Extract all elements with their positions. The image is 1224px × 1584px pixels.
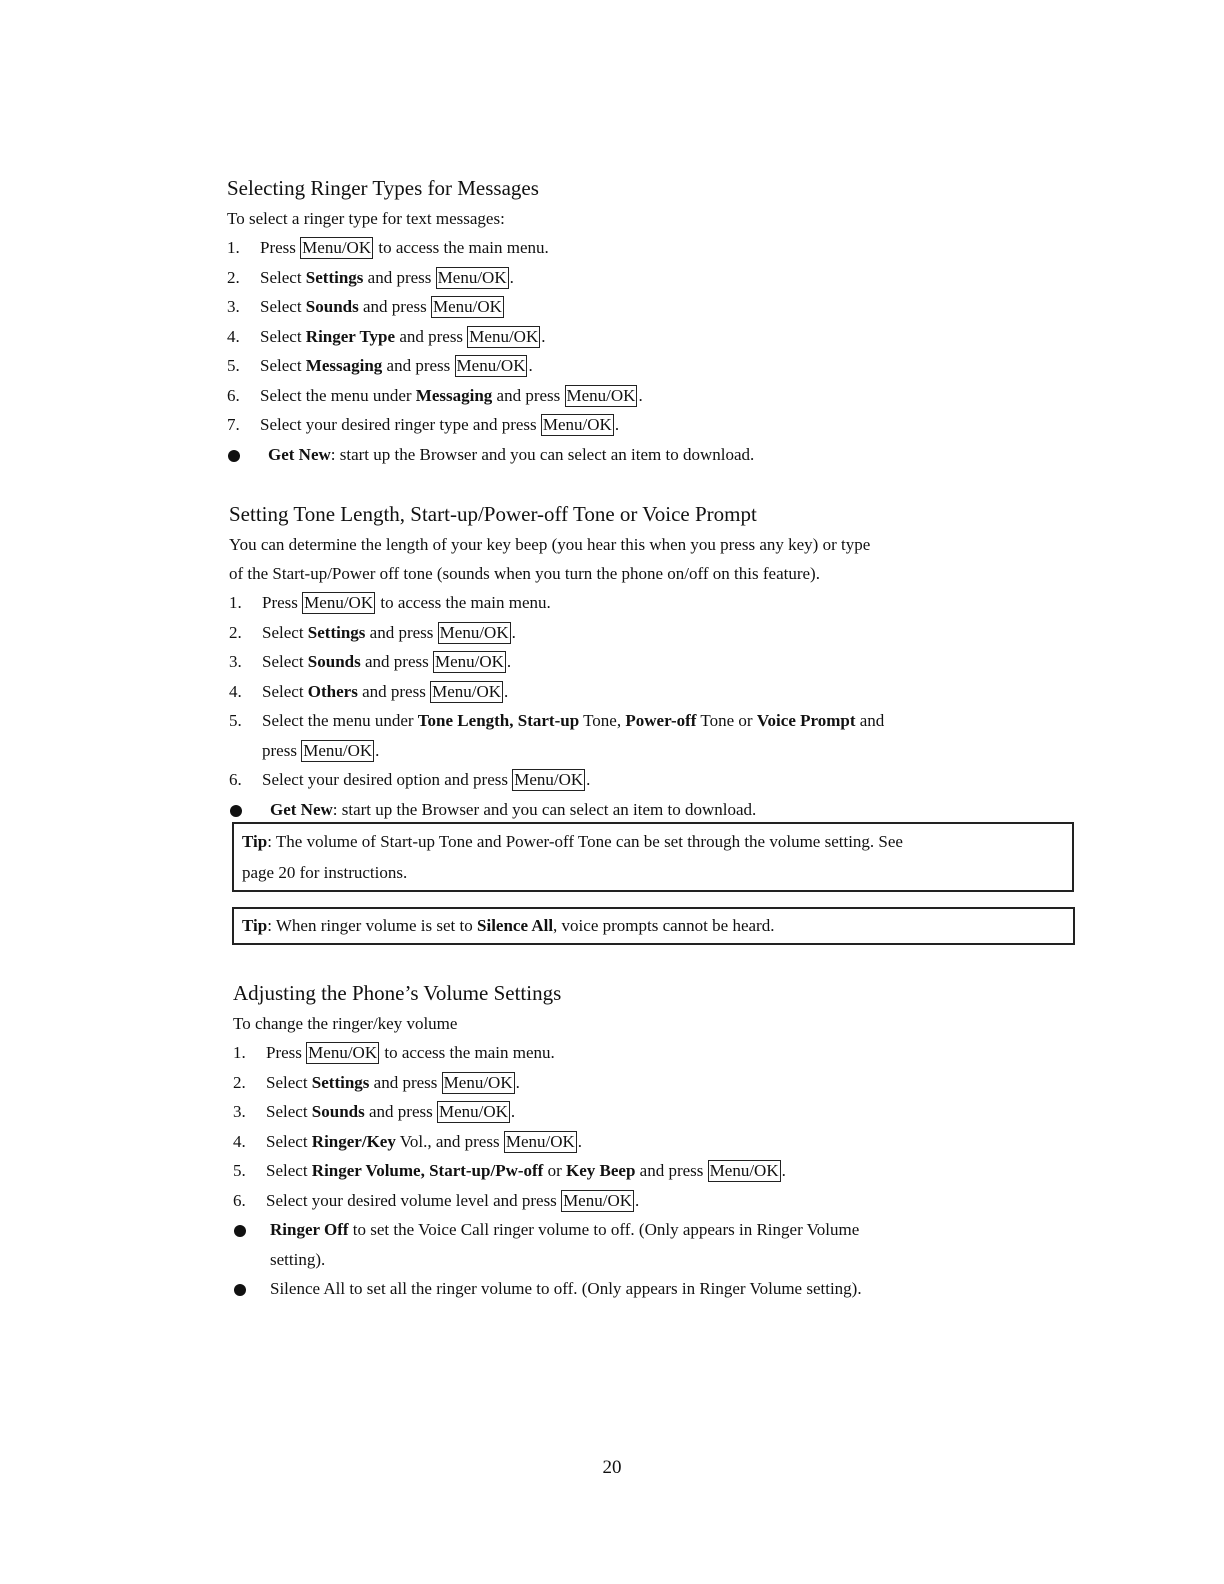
step-text: . xyxy=(511,622,516,642)
bullet-dot-icon xyxy=(230,805,242,817)
menu-item-name: Ringer/Key xyxy=(311,1131,396,1151)
menu-ok-key: Menu/OK xyxy=(563,1190,633,1210)
menu-ok-key: Menu/OK xyxy=(469,326,539,346)
step-text: and press xyxy=(382,356,455,375)
step-text: . xyxy=(510,1102,516,1121)
section-intro-line-2: of the Start-up/Power off tone (sounds when you turn the phone on/off on this feature). xyxy=(229,564,820,583)
step-number: 6. xyxy=(233,1190,246,1210)
bullet-text: to set all the ringer volume to off. (Only appears in Ringer Volume setting). xyxy=(345,1279,862,1298)
step-text: Press xyxy=(266,1043,307,1062)
section-title: Adjusting the Phone’s Volume Settings xyxy=(233,981,562,1005)
menu-item-name: Ringer Volume, Start-up/Pw-off xyxy=(311,1161,544,1180)
menu-item-name: Sounds xyxy=(307,652,361,671)
step-text: Vol., and press xyxy=(395,1131,504,1151)
step-number: 3. xyxy=(229,652,242,671)
step-text: Select xyxy=(260,356,306,375)
step-5 xyxy=(233,1156,1073,1186)
menu-ok-key: Menu/OK xyxy=(542,415,612,434)
step-text: and press xyxy=(358,297,431,316)
step-number: 3. xyxy=(233,1102,246,1121)
step-text: . xyxy=(528,356,533,375)
step-text: and press xyxy=(360,652,433,671)
menu-item-name: Others xyxy=(307,681,358,701)
step-number: 2. xyxy=(229,622,242,642)
step-text: Select xyxy=(266,1102,312,1121)
section-ringer-types-messages xyxy=(227,174,1087,469)
bullet-dot-icon xyxy=(228,450,240,462)
bullet-label: Silence All xyxy=(270,1279,346,1298)
step-text: Select the menu under xyxy=(260,385,416,405)
step-number: 2. xyxy=(227,267,240,287)
menu-ok-key: Menu/OK xyxy=(308,1043,378,1062)
menu-item-name: Ringer Type xyxy=(305,326,396,346)
step-number: 1. xyxy=(227,238,240,257)
step-text: Select xyxy=(260,326,306,346)
step-number: 1. xyxy=(233,1043,246,1062)
step-number: 4. xyxy=(229,681,242,701)
step-number: 6. xyxy=(229,770,242,789)
step-number: 7. xyxy=(227,415,240,434)
step-text: and press xyxy=(492,385,565,405)
tip-text: : When ringer volume is set to xyxy=(267,916,478,935)
steps-list xyxy=(233,1038,1073,1215)
bullet-dot-icon xyxy=(234,1225,246,1237)
menu-ok-key: Menu/OK xyxy=(304,593,374,612)
steps-list xyxy=(227,233,1087,440)
step-text: and press xyxy=(365,622,438,642)
menu-ok-key: Menu/OK xyxy=(432,297,502,316)
bullet-ringer-off xyxy=(233,1215,1073,1274)
step-1 xyxy=(227,233,1087,263)
tip-box-volume-setting xyxy=(232,822,1074,892)
bullet-list xyxy=(227,440,1087,470)
step-text: to access the main menu. xyxy=(380,1043,555,1062)
step-text: . xyxy=(541,326,546,346)
bullet-label: Get New xyxy=(268,444,331,464)
step-2 xyxy=(233,1068,1073,1098)
page-number: 20 xyxy=(602,1457,622,1478)
step-text: . xyxy=(586,770,591,789)
bullet-text: to set the Voice Call ringer volume to off. (Only appears in Ringer Volume xyxy=(348,1220,860,1239)
step-text: . xyxy=(375,740,380,760)
bullet-dot-icon xyxy=(234,1284,246,1296)
menu-ok-key: Menu/OK xyxy=(437,267,507,287)
step-3 xyxy=(229,647,1089,677)
step-text: to access the main menu. xyxy=(376,593,551,612)
menu-ok-key: Menu/OK xyxy=(434,652,504,671)
step-4 xyxy=(227,322,1087,352)
menu-ok-key: Menu/OK xyxy=(566,385,636,405)
step-text: and xyxy=(855,711,885,730)
step-text: Select xyxy=(262,622,308,642)
step-2 xyxy=(227,263,1087,293)
menu-item-name: Messaging xyxy=(415,385,493,405)
section-tone-length xyxy=(229,500,1089,824)
tip-text: , voice prompts cannot be heard. xyxy=(553,916,775,935)
section-title: Selecting Ringer Types for Messages xyxy=(227,176,539,200)
menu-item-name: Sounds xyxy=(305,297,359,316)
step-2 xyxy=(229,618,1089,648)
tip-label: Tip xyxy=(242,832,268,851)
bullet-list xyxy=(233,1215,1073,1304)
section-intro: To change the ringer/key volume xyxy=(233,1014,458,1033)
section-intro-line-1: You can determine the length of your key beep (you hear this when you press any key) or type xyxy=(229,535,871,554)
step-text: . xyxy=(509,267,514,287)
bullet-text: : start up the Browser and you can select an item to download. xyxy=(330,444,755,464)
step-text: Press xyxy=(262,593,303,612)
tip-text: page 20 for instructions. xyxy=(242,863,408,882)
step-3 xyxy=(227,292,1087,322)
step-text: . xyxy=(635,1190,640,1210)
step-text: . xyxy=(506,652,512,671)
menu-ok-key: Menu/OK xyxy=(302,238,372,257)
step-number: 1. xyxy=(229,593,242,612)
step-4 xyxy=(229,677,1089,707)
step-text: . xyxy=(577,1131,583,1151)
step-text: Select xyxy=(260,267,306,287)
step-number: 6. xyxy=(227,385,240,405)
step-text: or xyxy=(543,1161,567,1180)
step-number: 5. xyxy=(229,711,242,730)
step-text: Select your desired volume level and press xyxy=(266,1190,562,1210)
bullet-label: Get New xyxy=(270,799,333,819)
menu-item-name: Messaging xyxy=(305,356,383,375)
step-1 xyxy=(229,588,1089,618)
bullet-text: setting). xyxy=(270,1249,326,1269)
step-text: Select xyxy=(262,681,308,701)
step-text: . xyxy=(504,681,509,701)
menu-item-name: Settings xyxy=(307,622,366,642)
menu-item-name: Power-off xyxy=(625,711,697,730)
step-7 xyxy=(227,410,1087,440)
step-3 xyxy=(233,1097,1073,1127)
section-intro: To select a ringer type for text messages: xyxy=(227,209,505,228)
step-text: Select your desired option and press xyxy=(262,770,513,789)
step-text: . xyxy=(638,385,643,405)
step-text: Press xyxy=(260,238,301,257)
menu-ok-key: Menu/OK xyxy=(505,1131,575,1151)
step-text: Select xyxy=(266,1072,312,1092)
step-number: 5. xyxy=(233,1161,246,1180)
tip-text: : The volume of Start-up Tone and Power-off Tone can be set through the volume setting. See xyxy=(267,832,903,851)
menu-ok-key: Menu/OK xyxy=(709,1161,779,1180)
step-text: . xyxy=(781,1161,786,1180)
steps-list xyxy=(229,588,1089,795)
step-6 xyxy=(229,765,1089,795)
tip-label: Tip xyxy=(242,916,268,935)
step-text: Select xyxy=(262,652,308,671)
step-text: . xyxy=(614,415,620,434)
step-text: and press xyxy=(357,681,431,701)
step-4 xyxy=(233,1127,1073,1157)
step-number: 3. xyxy=(227,297,240,316)
step-text: Tone or xyxy=(696,711,757,730)
step-text: Select xyxy=(266,1161,312,1180)
step-text: Select xyxy=(266,1131,312,1151)
step-text: press xyxy=(262,740,302,760)
bullet-list xyxy=(229,795,1089,825)
step-text: and press xyxy=(364,1102,437,1121)
menu-item-name: Sounds xyxy=(311,1102,365,1121)
step-number: 4. xyxy=(233,1131,246,1151)
step-text: and press xyxy=(635,1161,708,1180)
menu-ok-key: Menu/OK xyxy=(443,1072,513,1092)
step-text: and press xyxy=(363,267,436,287)
section-title: Setting Tone Length, Start-up/Power-off Tone or Voice Prompt xyxy=(229,502,757,526)
step-6 xyxy=(227,381,1087,411)
step-number: 5. xyxy=(227,356,240,375)
menu-item-name: Tone Length, Start-up xyxy=(417,711,580,730)
section-volume-settings xyxy=(233,979,1073,1304)
menu-item-name: Settings xyxy=(305,267,364,287)
bullet-text: : start up the Browser and you can select an item to download. xyxy=(332,799,757,819)
menu-ok-key: Menu/OK xyxy=(438,1102,508,1121)
step-text: Select your desired ringer type and press xyxy=(260,415,541,434)
menu-ok-key: Menu/OK xyxy=(439,622,509,642)
tip-bold-text: Silence All xyxy=(477,916,554,935)
menu-item-name: Voice Prompt xyxy=(756,711,856,730)
step-text: to access the main menu. xyxy=(374,238,549,257)
step-5 xyxy=(227,351,1087,381)
step-number: 4. xyxy=(227,326,240,346)
bullet-silence-all xyxy=(233,1274,1073,1304)
step-text: and press xyxy=(369,1072,442,1092)
tip-box-silence-all xyxy=(232,907,1075,945)
bullet-get-new xyxy=(227,440,1087,470)
menu-ok-key: Menu/OK xyxy=(514,770,584,789)
menu-item-name: Key Beep xyxy=(566,1161,636,1180)
step-1 xyxy=(233,1038,1073,1068)
menu-item-name: Settings xyxy=(311,1072,370,1092)
step-text: and press xyxy=(395,326,468,346)
menu-ok-key: Menu/OK xyxy=(456,356,526,375)
step-6 xyxy=(233,1186,1073,1216)
menu-ok-key: Menu/OK xyxy=(303,740,373,760)
bullet-label: Ringer Off xyxy=(270,1220,349,1239)
step-text: Select the menu under xyxy=(262,711,418,730)
step-text: Tone, xyxy=(579,711,626,730)
menu-ok-key: Menu/OK xyxy=(432,681,502,701)
step-text: Select xyxy=(260,297,306,316)
step-number: 2. xyxy=(233,1072,246,1092)
step-text: . xyxy=(515,1072,520,1092)
step-5 xyxy=(229,706,1089,765)
bullet-get-new xyxy=(229,795,1089,825)
